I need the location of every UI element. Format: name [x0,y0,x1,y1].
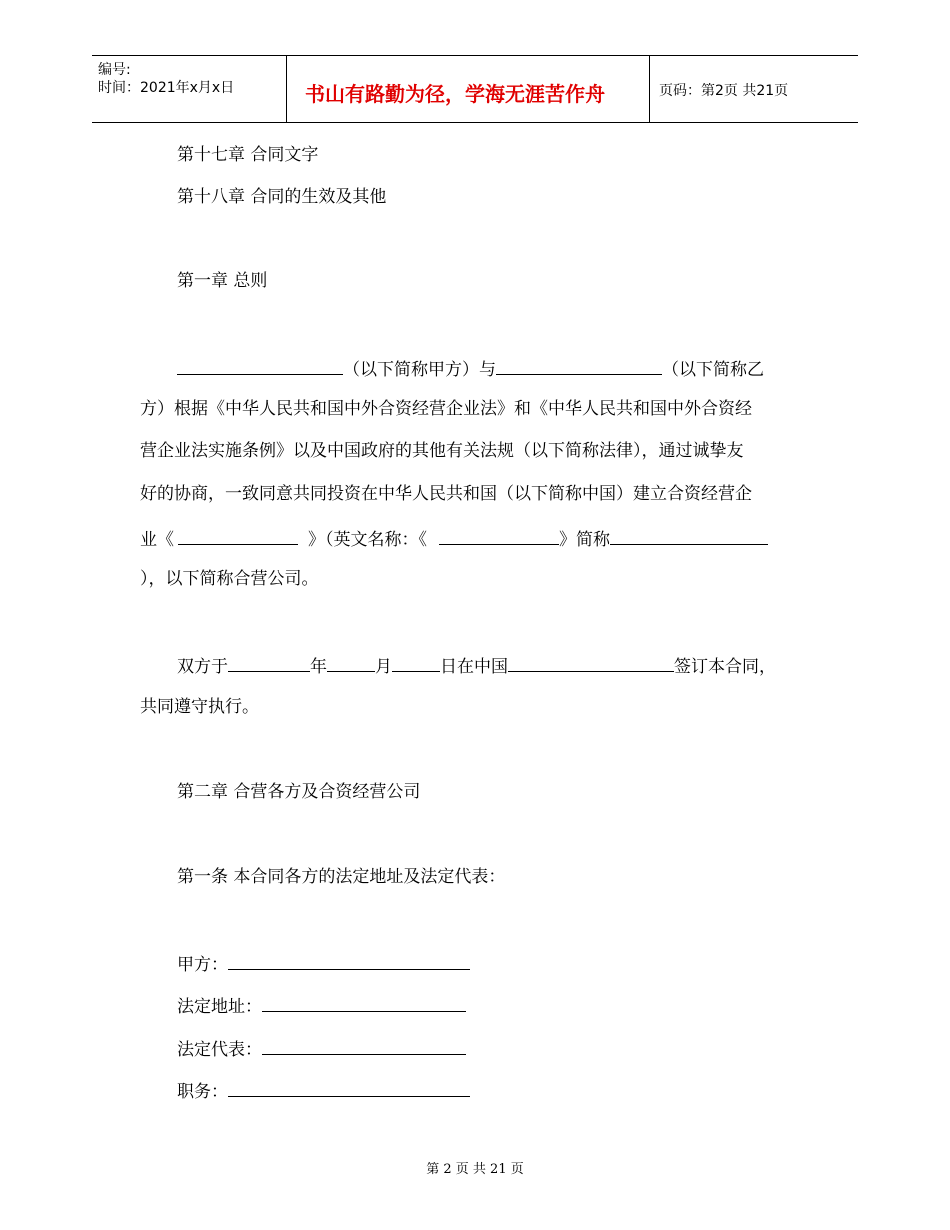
legal-representative-field [177,1036,466,1061]
text-segment: 业《 [140,530,174,550]
month-blank[interactable] [327,653,375,672]
signing-place-blank[interactable] [508,653,674,672]
text-segment: 年 [310,657,327,677]
chapter-1-title: 第一章 总则 [177,271,268,291]
legal-address-blank[interactable] [262,993,466,1012]
short-name-blank[interactable] [610,526,768,545]
party-b-name-blank[interactable] [496,356,662,375]
position-label: 职务： [177,1082,228,1102]
legal-representative-blank[interactable] [262,1036,466,1055]
party-a-label: 甲方： [177,955,228,975]
header-motto: 书山有路勤为径，学海无涯苦作舟 [305,82,605,106]
text-segment: 》简称 [559,530,610,550]
legal-representative-label: 法定代表： [177,1040,262,1060]
page-footer: 第 2 页 共 21 页 [426,1162,524,1177]
party-a-blank[interactable] [228,951,470,970]
document-number-label: 编号: [98,62,131,78]
text-segment: （以下简称甲方）与 [343,360,496,380]
header-page-info: 页码：第2页 共21页 [659,83,789,99]
legal-address-label: 法定地址： [177,997,262,1017]
legal-address-field [177,993,466,1018]
text-segment: 》（英文名称：《 [308,530,427,550]
company-name-blank[interactable] [178,526,298,545]
page-header [92,55,858,123]
day-blank[interactable] [392,653,440,672]
toc-chapter-17: 第十七章 合同文字 [177,145,319,165]
chapter-1-paragraph-1-line-6: ），以下简称合营公司。 [140,569,319,589]
position-field [177,1078,470,1103]
article-1: 第一条 本合同各方的法定地址及法定代表： [177,867,506,887]
chapter-1-paragraph-2-line-2: 共同遵守执行。 [140,697,259,717]
header-page-cell [650,56,858,122]
chapter-2-title: 第二章 合营各方及合资经营公司 [177,782,421,802]
chapter-1-paragraph-1-line-2: 方）根据《中华人民共和国中外合资经营企业法》和《中华人民共和国中外合资经 [140,399,752,419]
header-motto-cell [287,56,650,122]
party-a-name-blank[interactable] [177,356,343,375]
chapter-1-paragraph-1-line-1 [177,356,764,381]
text-segment: 双方于 [177,657,228,677]
chapter-1-paragraph-1-line-5 [140,526,768,551]
english-name-blank[interactable] [439,526,559,545]
text-segment: 日在中国 [440,657,508,677]
header-meta-cell [92,56,287,122]
chapter-1-paragraph-2-line-1 [177,653,776,678]
chapter-1-paragraph-1-line-4: 好的协商，一致同意共同投资在中华人民共和国（以下简称中国）建立合资经营企 [140,484,752,504]
text-segment: （以下简称乙 [662,360,764,380]
chapter-1-paragraph-1-line-3: 营企业法实施条例》以及中国政府的其他有关法规（以下简称法律），通过诚挚友 [140,441,744,461]
position-blank[interactable] [228,1078,470,1097]
text-segment: 签订本合同， [674,657,776,677]
party-a-field [177,951,470,976]
year-blank[interactable] [228,653,310,672]
text-segment: 月 [375,657,392,677]
toc-chapter-18: 第十八章 合同的生效及其他 [177,187,387,207]
document-time-label: 时间：2021年x月x日 [98,80,235,96]
